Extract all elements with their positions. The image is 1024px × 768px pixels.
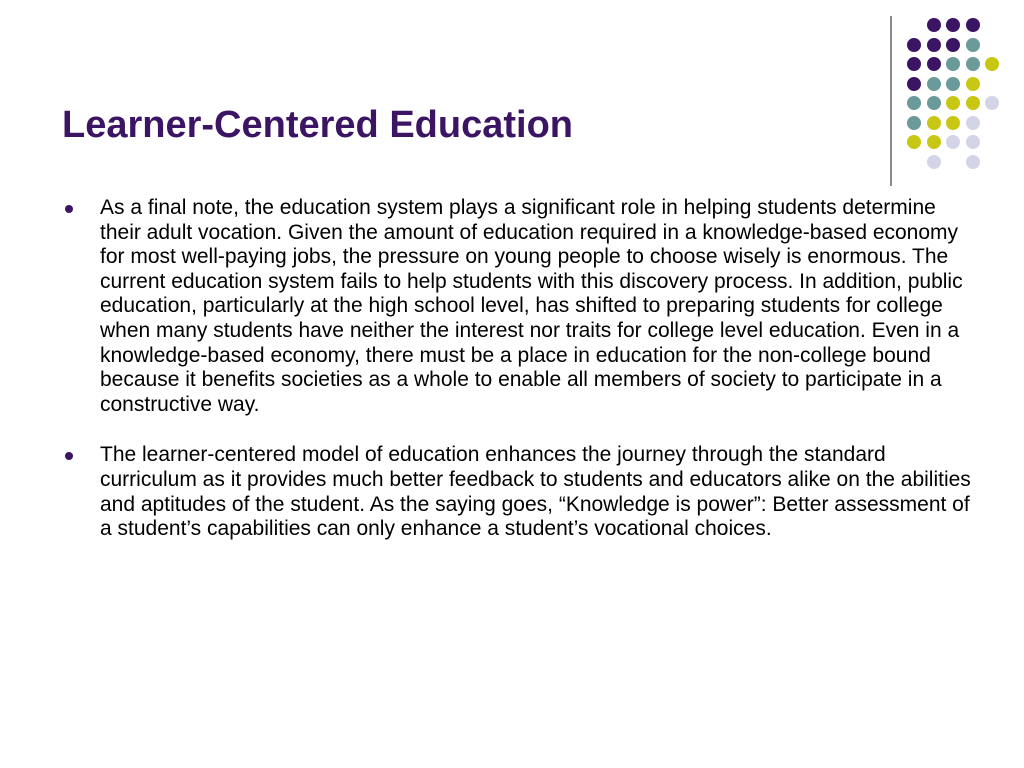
slide-title: Learner-Centered Education <box>62 104 573 146</box>
decorative-dot <box>907 116 921 130</box>
decorative-dot <box>946 96 960 110</box>
decorative-dot-grid <box>900 12 1020 172</box>
decorative-dot <box>927 38 941 52</box>
decorative-dot <box>966 77 980 91</box>
decorative-dot <box>966 96 980 110</box>
bullet-list <box>62 196 972 568</box>
decorative-dot <box>907 135 921 149</box>
decorative-dot <box>946 77 960 91</box>
decorative-dot <box>966 135 980 149</box>
decorative-dot <box>907 38 921 52</box>
decorative-dot <box>966 38 980 52</box>
bullet-item <box>62 196 972 417</box>
decorative-dot <box>927 116 941 130</box>
decorative-dot <box>966 116 980 130</box>
decorative-dot <box>927 77 941 91</box>
bullet-text: As a final note, the education system plays a significant role in helping students determine their adult vocation. Given the amount of education required in a knowledge-based economy for most well-paying jobs, the pressure on young people to choose wisely is enormous. The current education system fails to help students with this discovery process. In addition, public education, particularly at the high school level, has shifted to preparing students for college when many students have neither the interest nor traits for college level education. Even in a knowledge-based economy, there must be a place in education for the non-college bound because it benefits societies as a whole to enable all members of society to participate in a constructive way. <box>100 196 963 416</box>
decorative-dot <box>927 135 941 149</box>
decorative-dot <box>927 57 941 71</box>
decorative-dot <box>946 135 960 149</box>
bullet-item <box>62 443 972 541</box>
decorative-dot <box>907 57 921 71</box>
decorative-dot <box>966 57 980 71</box>
bullet-text: The learner-centered model of education enhances the journey through the standard curriculum as it provides much better feedback to students and educators alike on the abilities and aptitudes of the student. As the saying goes, “Knowledge is power”: Better assessment of a student’s capabilities can only enhance a student’s vocational choices. <box>100 443 971 541</box>
decorative-dot <box>985 96 999 110</box>
decorative-dot <box>907 96 921 110</box>
decorative-dot <box>946 116 960 130</box>
decorative-dot <box>927 155 941 169</box>
decorative-dot <box>927 96 941 110</box>
decorative-dot <box>946 38 960 52</box>
decorative-dot <box>907 77 921 91</box>
divider-line <box>890 16 892 186</box>
bullet-icon <box>65 452 73 460</box>
decorative-dot <box>966 155 980 169</box>
decorative-dot <box>946 18 960 32</box>
decorative-dot <box>927 18 941 32</box>
decorative-dot <box>966 18 980 32</box>
decorative-dot <box>985 57 999 71</box>
bullet-icon <box>65 205 73 213</box>
decorative-dot <box>946 57 960 71</box>
